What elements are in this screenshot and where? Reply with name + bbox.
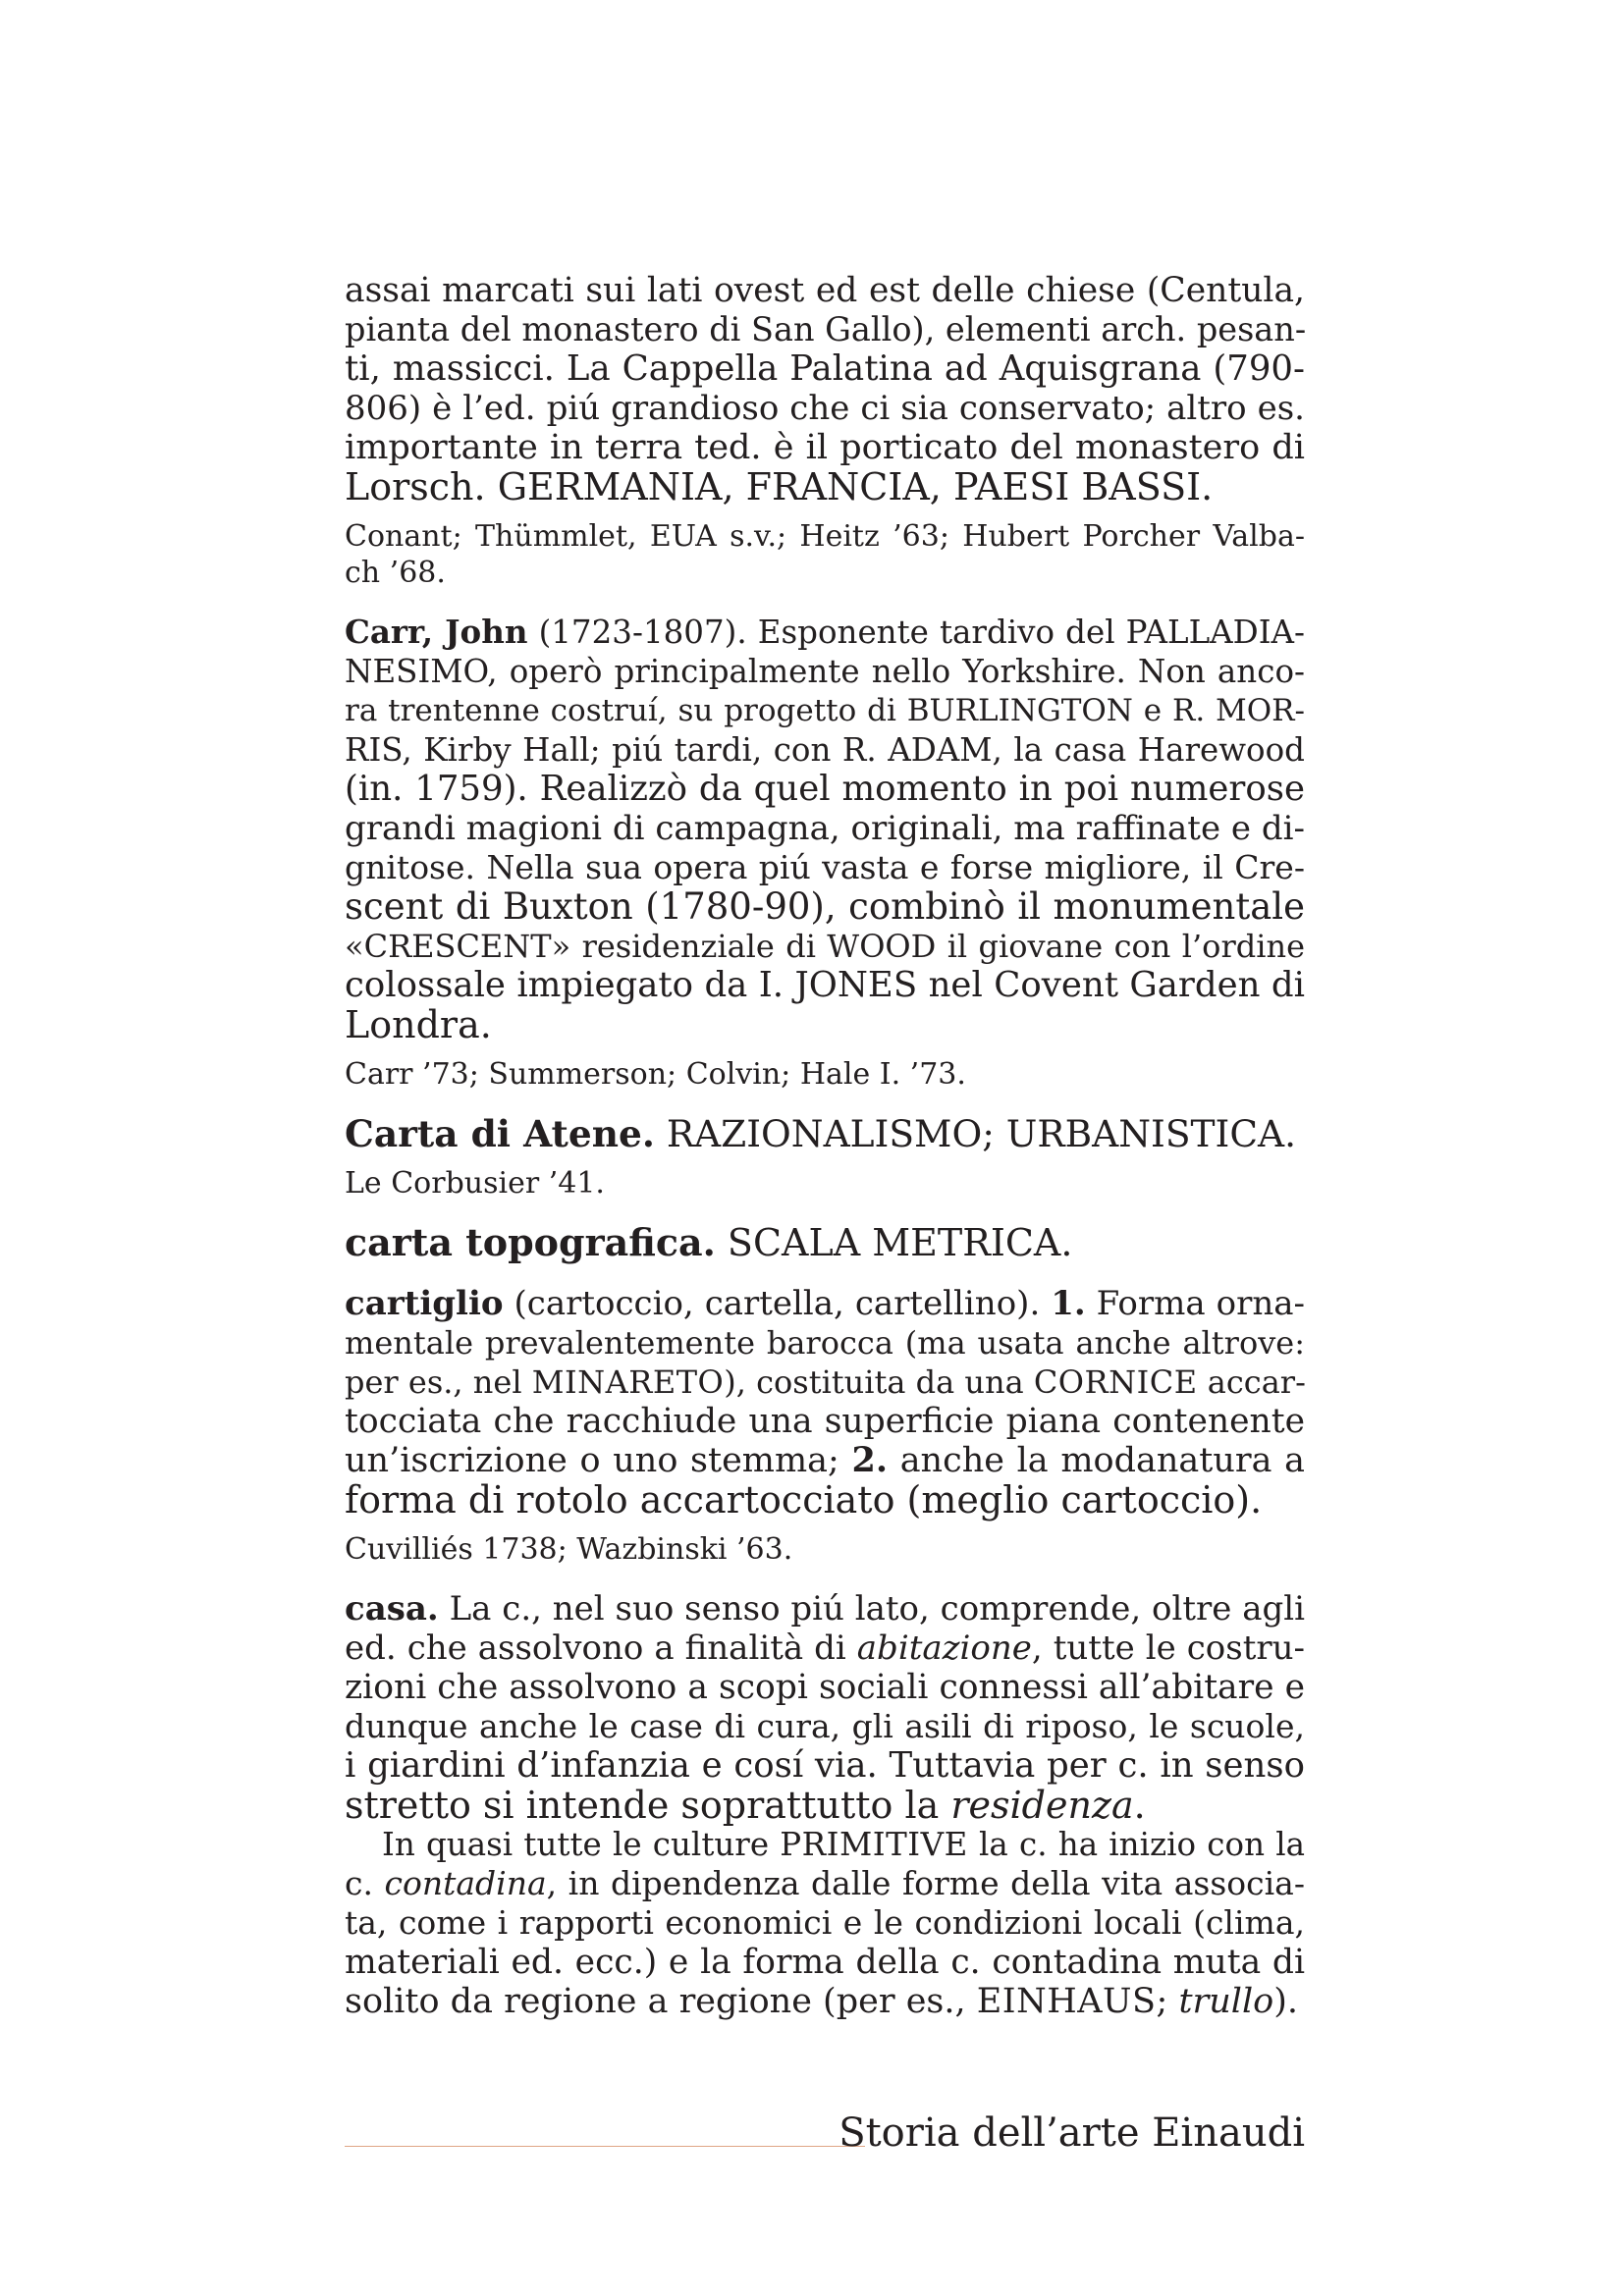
text-line: ra trentenne costruí, su progetto di BURLINGTON e R. MOR- [345, 693, 1305, 728]
sense-number: 2. [851, 1440, 889, 1480]
text-line: stretto si intende soprattutto la residenza. [345, 1784, 1146, 1827]
text-line: (in. 1759). Realizzò da quel momento in poi numerose [345, 769, 1305, 809]
text-line: NESIMO, operò principalmente nello Yorkshire. Non anco- [345, 653, 1305, 690]
text-line: cartiglio (cartoccio, cartella, cartellino). 1. Forma orna- [345, 1284, 1305, 1323]
entry-continuation [345, 271, 1305, 507]
text-line: «CRESCENT» residenziale di WOOD il giovane con l’ordine [345, 928, 1305, 965]
text-line: colossale impiegato da I. JONES nel Covent Garden di [345, 965, 1305, 1005]
cross-reference: SCALA METRICA. [715, 1221, 1073, 1264]
text-line: ta, come i rapporti economici e le condizioni locali (clima, [345, 1903, 1305, 1942]
text-line: scent di Buxton (1780-90), combinò il monumentale [345, 885, 1305, 928]
text-line: 806) è l’ed. piú grandioso che ci sia conservato; altro es. [345, 389, 1305, 428]
entry-carr-john [345, 613, 1305, 1044]
text-line: solito da regione a regione (per es., EINHAUS; trullo). [345, 1982, 1299, 2021]
entry-carta-topografica [345, 1220, 1305, 1264]
entry-headword: carta topografica. [345, 1220, 716, 1264]
text-line: ti, massicci. La Cappella Palatina ad Aquisgrana (790- [345, 348, 1305, 389]
entry-headword: casa. [345, 1589, 439, 1629]
text-line: per es., nel MINARETO), costituita da una CORNICE accar- [345, 1363, 1306, 1401]
text-line: assai marcati sui lati ovest ed est delle chiese (Centula, [345, 271, 1305, 310]
entry-cartiglio [345, 1284, 1305, 1520]
text-line: forma di rotolo accartocciato (meglio cartoccio). [345, 1478, 1263, 1522]
text-line: materiali ed. ecc.) e la forma della c. contadina muta di [345, 1943, 1305, 1982]
text-line: dunque anche le case di cura, gli asili di riposo, le scuole, [345, 1707, 1305, 1745]
text-line [345, 1220, 1305, 1264]
entry-casa [345, 1589, 1305, 2021]
page-footer [345, 2110, 1305, 2156]
text-line: Carr ’73; Summerson; Colvin; Hale I. ’73. [345, 1057, 966, 1092]
text-line: importante in terra ted. è il porticato del monastero di [345, 428, 1305, 467]
cross-reference: PRIMITIVE [780, 1826, 968, 1863]
text-line: mentale prevalentemente barocca (ma usata anche altrove: [345, 1324, 1305, 1362]
entry-carta-di-atene [345, 1114, 1305, 1153]
footer-title: Storia dell’arte Einaudi [839, 2110, 1305, 2156]
entry-headword: Carta di Atene. [345, 1112, 655, 1155]
cross-reference: EINHAUS [976, 1982, 1157, 2021]
bibliography [345, 1056, 1305, 1093]
text-line: pianta del monastero di San Gallo), elementi arch. pesan- [345, 310, 1307, 348]
text-line [345, 1114, 1305, 1153]
text-line: ch ’68. [345, 556, 446, 590]
text-line: gnitose. Nella sua opera piú vasta e forse migliore, il Cre- [345, 848, 1305, 886]
text-column [345, 271, 1305, 2021]
sense-number: 1. [1051, 1284, 1086, 1323]
text-line: zioni che assolvono a scopi sociali connessi all’abitare e [345, 1668, 1305, 1707]
entry-headword: cartiglio [345, 1284, 504, 1323]
text-line: RIS, Kirby Hall; piú tardi, con R. ADAM, la casa Harewood [345, 731, 1305, 769]
footer-rule [345, 2146, 865, 2147]
cross-reference: MINARETO [531, 1363, 725, 1401]
bibliography [345, 1531, 1305, 1568]
text-line: Carr, John (1723-1807). Esponente tardivo del PALLADIA- [345, 613, 1305, 651]
cross-reference: RAZIONALISMO; URBANISTICA. [654, 1112, 1297, 1155]
text-line: un’iscrizione o uno stemma; 2. anche la modanatura a [345, 1440, 1305, 1480]
text-line: c. contadina, in dipendenza dalle forme della vita associa- [345, 1864, 1305, 1902]
text-line: Conant; Thümmlet, EUA s.v.; Heitz ’63; Hubert Porcher Valba- [345, 519, 1305, 554]
cross-reference: CORNICE [1033, 1363, 1198, 1401]
text-line: In quasi tutte le culture PRIMITIVE la c. ha inizio con la [382, 1826, 1305, 1863]
bibliography [345, 518, 1305, 591]
text-line: i giardini d’infanzia e cosí via. Tuttavia per c. in senso [345, 1745, 1305, 1786]
bibliography [345, 1165, 1305, 1201]
entry-headword: Carr, John [345, 613, 528, 651]
text-line: Lorsch. GERMANIA, FRANCIA, PAESI BASSI. [345, 465, 1214, 508]
text-line: grandi magioni di campagna, originali, ma raffinate e di- [345, 809, 1305, 848]
text-line: Londra. [345, 1003, 492, 1046]
text-line: casa. La c., nel suo senso piú lato, comprende, oltre agli [345, 1589, 1305, 1629]
text-line: ed. che assolvono a finalità di abitazione, tutte le costru- [345, 1629, 1305, 1668]
text-line: tocciata che racchiude una superficie piana contenente [345, 1402, 1305, 1441]
text-line: Le Corbusier ’41. [345, 1166, 605, 1201]
text-line: Cuvilliés 1738; Wazbinski ’63. [345, 1532, 793, 1567]
